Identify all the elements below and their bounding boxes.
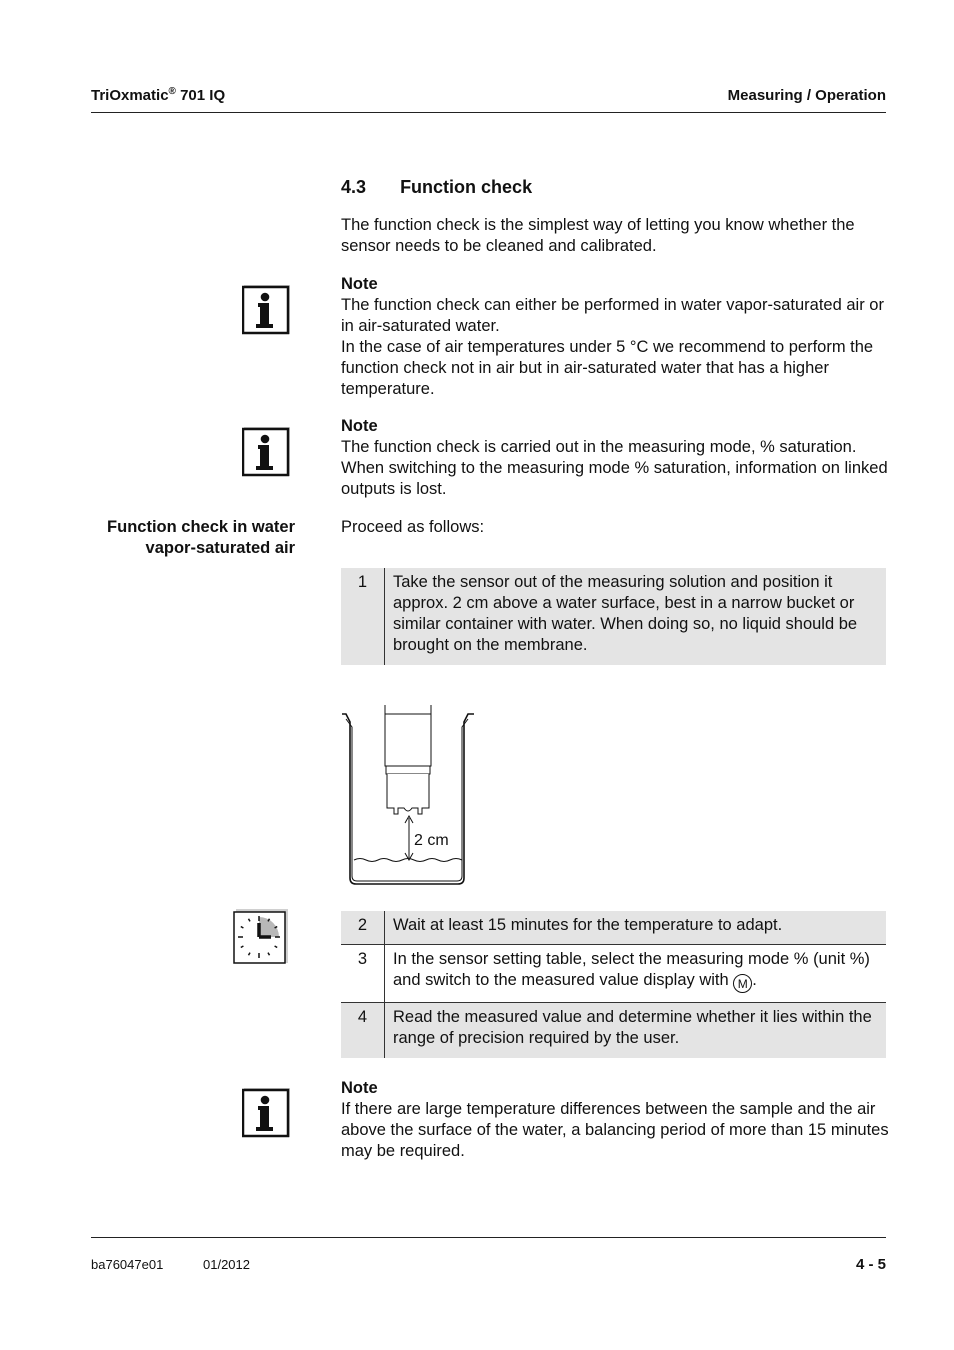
footer-rule xyxy=(91,1237,886,1238)
step-text: Wait at least 15 minutes for the temperature to adapt. xyxy=(385,911,887,945)
step-text-before: In the sensor setting table, select the measuring mode % (unit %) and switch to the measured value display with xyxy=(393,950,870,989)
step-number: 3 xyxy=(341,945,385,1003)
product-name: TriOxmatic xyxy=(91,87,169,104)
note-2-title: Note xyxy=(341,417,378,435)
step-number: 2 xyxy=(341,911,385,945)
footer-date: 01/2012 xyxy=(203,1257,250,1272)
beaker-sensor-figure xyxy=(338,700,478,890)
note-3 xyxy=(341,1078,889,1162)
note-1-line-1: The function check can either be performed in water vapor-saturated air or in air-saturated water. xyxy=(341,296,884,335)
step-number: 4 xyxy=(341,1003,385,1059)
section-title: Function check xyxy=(400,177,533,197)
note-1-title: Note xyxy=(341,275,378,293)
proceed-text: Proceed as follows: xyxy=(341,518,485,536)
table-row xyxy=(341,911,886,945)
header-section: Measuring / Operation xyxy=(727,87,886,104)
table-row xyxy=(341,945,886,1003)
footer-doc-id: ba76047e01 xyxy=(91,1257,164,1272)
header-rule xyxy=(91,112,886,113)
section-heading xyxy=(341,177,532,198)
note-1-line-2: In the case of air temperatures under 5 °C we recommend to perform the function check not in air but in air-saturated water that has a higher temperature. xyxy=(341,338,874,398)
info-icon xyxy=(242,424,294,478)
table-row xyxy=(341,568,886,665)
product-model: 701 IQ xyxy=(175,87,226,104)
steps-table-1 xyxy=(341,568,886,665)
distance-label: 2 cm xyxy=(414,832,449,849)
note-2 xyxy=(341,416,889,500)
side-label-line-1: Function check in water xyxy=(107,518,295,536)
step-text: Take the sensor out of the measuring solution and position it approx. 2 cm above a water surface, best in a narrow bucket or similar container with water. When doing so, no liquid should be brought on the membrane. xyxy=(393,573,858,654)
note-3-title: Note xyxy=(341,1079,378,1097)
step-number: 1 xyxy=(341,568,385,665)
side-label xyxy=(60,517,295,559)
intro-paragraph: The function check is the simplest way of letting you know whether the sensor needs to be cleaned and calibrated. xyxy=(341,216,855,255)
step-text xyxy=(385,945,887,1003)
info-icon xyxy=(242,282,294,336)
clock-icon xyxy=(233,907,289,965)
section-number: 4.3 xyxy=(341,177,367,197)
side-label-line-2: vapor-saturated air xyxy=(145,539,295,557)
note-1 xyxy=(341,274,889,400)
header-title xyxy=(91,86,225,104)
table-row xyxy=(341,1003,886,1059)
note-2-text: The function check is carried out in the measuring mode, % saturation. When switching to the measuring mode % saturation, information on linked outputs is lost. xyxy=(341,438,888,498)
note-3-text: If there are large temperature differences between the sample and the air above the surface of the water, a balancing period of more than 15 minutes may be required. xyxy=(341,1100,889,1160)
page-number: 4 - 5 xyxy=(855,1256,886,1273)
steps-table-2 xyxy=(341,911,886,1058)
registered-mark: ® xyxy=(168,86,176,97)
step-text: Read the measured value and determine whether it lies within the range of precision required by the user. xyxy=(393,1008,872,1047)
m-key-icon: M xyxy=(733,974,752,993)
step-text-after: . xyxy=(752,971,757,989)
info-icon xyxy=(242,1085,294,1139)
